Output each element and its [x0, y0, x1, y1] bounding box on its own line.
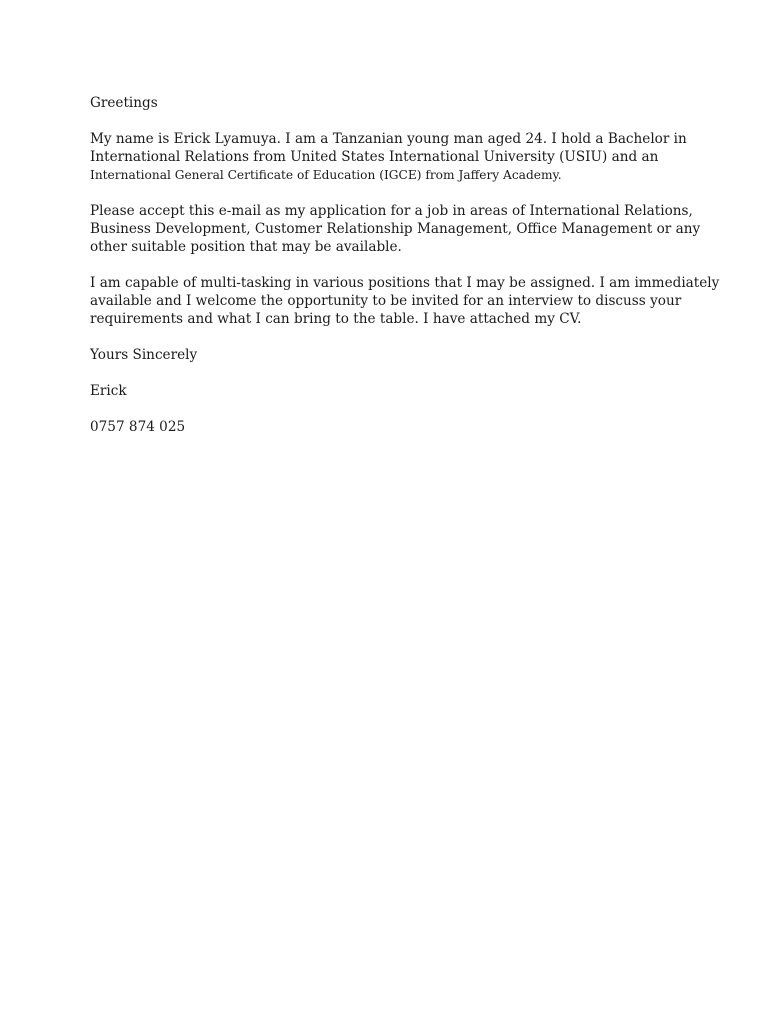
greeting [90, 94, 690, 112]
phone-number: 0757 874 025 [90, 419, 186, 435]
greeting-text: Greetings [90, 95, 158, 111]
closing [90, 346, 690, 364]
application-line: other suitable position that may be available. [90, 239, 402, 255]
intro-paragraph [90, 130, 690, 184]
application-line: Please accept this e-mail as my application for a job in areas of International Relations, [90, 203, 693, 219]
capability-line: requirements and what I can bring to the table. I have attached my CV. [90, 311, 582, 327]
closing-text: Yours Sincerely [90, 347, 198, 363]
capability-line: available and I welcome the opportunity to be invited for an interview to discuss your [90, 293, 682, 309]
application-paragraph [90, 202, 701, 256]
phone [90, 418, 690, 436]
intro-line: My name is Erick Lyamuya. I am a Tanzanian young man aged 24. I hold a Bachelor in [90, 131, 687, 147]
intro-line: International Relations from United States International University (USIU) and an [90, 149, 659, 165]
application-line: Business Development, Customer Relationship Management, Office Management or any [90, 221, 701, 237]
capability-paragraph [90, 274, 720, 328]
intro-line: International General Certificate of Education (IGCE) from Jaffery Academy. [90, 168, 562, 182]
capability-line: I am capable of multi-tasking in various positions that I may be assigned. I am immediately [90, 275, 720, 291]
letter-body [90, 94, 720, 454]
signature [90, 382, 690, 400]
signature-name: Erick [90, 383, 127, 399]
